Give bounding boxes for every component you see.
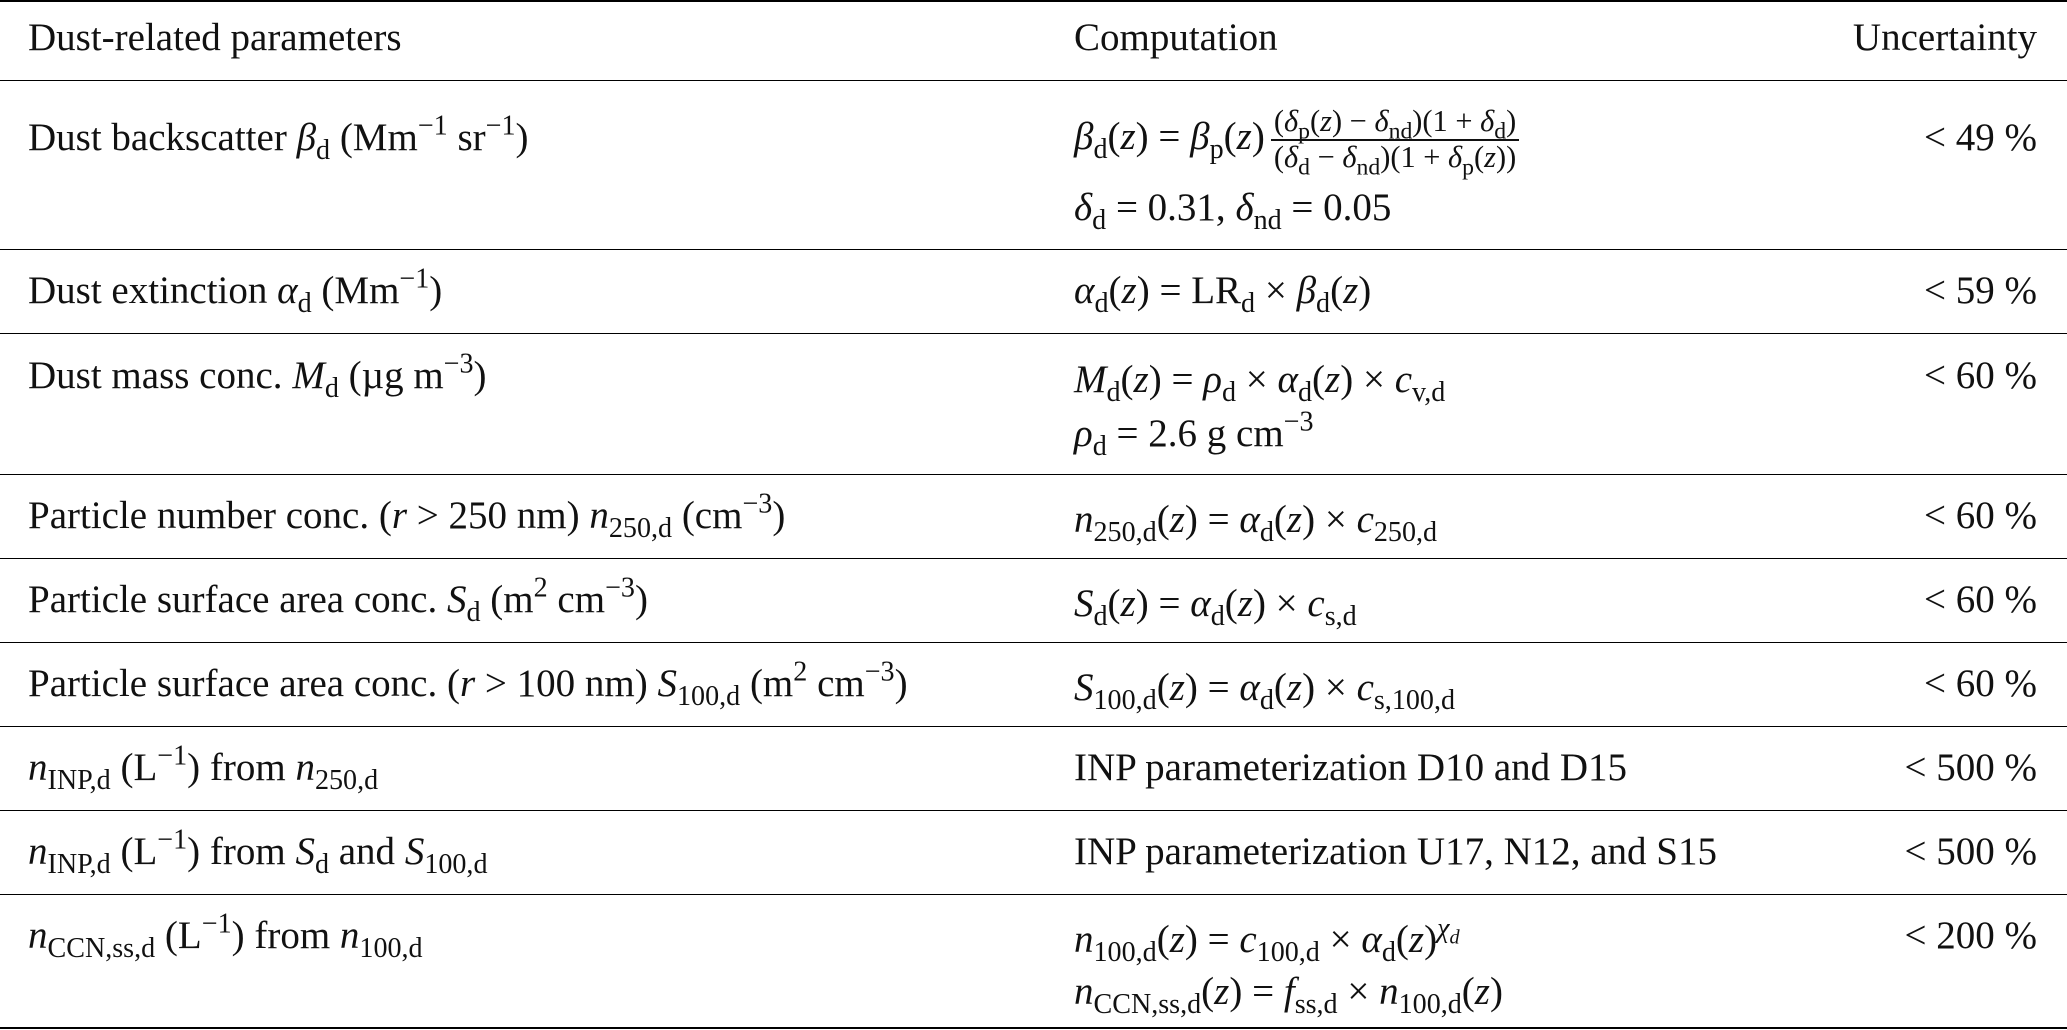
row-computation: INP parameterization D10 and D15 [1074,746,1628,789]
row-parameter: Particle surface area conc. (r > 100 nm) $S_{100,d}$ ($m^2$ $cm^{-3}$) [28,656,908,712]
row-computation-line2: $\delta_d = 0.31$, $\delta_{nd} = 0.05$ [1074,186,1392,236]
row-parameter: $n_{CCN,ss,d}$ $(L^{-1})$ from $n_{100,d}$ [28,908,423,964]
table-top-rule [0,0,2067,2]
row-computation: $S_d(z) = \alpha_d(z) \times c_{s,d}$ [1074,582,1357,632]
fraction: $\frac{(\delta_p(z) - \delta_{nd})(1 + \delta_d)}{(\delta_d - \delta_{nd})(1 + \delta_p(z))}$ [1271,106,1519,174]
row-divider [0,894,2067,895]
header-parameter: Dust-related parameters [28,16,402,59]
row-parameter: Particle surface area conc. $S_d$ ($m^2$ $cm^{-3}$) [28,572,648,628]
row-divider [0,333,2067,334]
row-uncertainty: < 60 % [1924,578,2037,621]
row-computation: $n_{100,d}(z) = c_{100,d} \times \alpha_d(z)^{\chi_d}$ [1074,912,1460,968]
row-uncertainty: < 60 % [1924,662,2037,705]
row-parameter: Dust backscatter $\beta_d$ ($Mm^{-1}$ $sr^{-1}$) [28,110,529,166]
row-computation-line2: $n_{CCN,ss,d}(z) = f_{ss,d} \times n_{100,d}(z)$ [1074,970,1503,1020]
header-uncertainty: Uncertainty [1852,16,2037,59]
row-divider [0,249,2067,250]
row-computation: $M_d(z) = \rho_d \times \alpha_d(z) \times c_{v,d}$ [1074,358,1446,408]
row-parameter: Dust extinction $\alpha_d$ $(Mm^{-1})$ [28,263,443,319]
row-computation: $S_{100,d}(z) = \alpha_d(z) \times c_{s,100,d}$ [1074,666,1455,716]
row-computation: $\beta_d(z) = \beta_p(z)$ $\frac{(\delta_p(z) - \delta_{nd})(1 + \delta_d)}{(\delta_d - \delta_{nd})(1 + \delta_p(z))}$ [1074,106,1519,174]
row-uncertainty: < 49 % [1924,116,2037,159]
row-uncertainty: < 500 % [1904,746,2037,789]
row-computation-line2: $\rho_d = 2.6$ g $cm^{-3}$ [1074,406,1314,462]
row-uncertainty: < 60 % [1924,494,2037,537]
row-parameter: Dust mass conc. $M_d$ (µg $m^{-3}$) [28,348,487,404]
table-bottom-rule [0,1027,2067,1029]
row-divider [0,558,2067,559]
row-uncertainty: < 60 % [1924,354,2037,397]
row-uncertainty: < 200 % [1904,914,2037,957]
row-parameter: $n_{INP,d}$ $(L^{-1})$ from $n_{250,d}$ [28,740,379,796]
row-computation: $\alpha_d(z) = LR_d \times \beta_d(z)$ [1074,269,1372,319]
row-divider [0,642,2067,643]
row-divider [0,810,2067,811]
row-uncertainty: < 500 % [1904,830,2037,873]
row-uncertainty: < 59 % [1924,269,2037,312]
row-parameter: $n_{INP,d}$ $(L^{-1})$ from $S_d$ and $S_{100,d}$ [28,824,488,880]
row-parameter: Particle number conc. (r > 250 nm) $n_{250,d}$ $(cm^{-3})$ [28,488,786,544]
header-computation: Computation [1074,16,1278,59]
table-header-rule [0,80,2067,81]
row-divider [0,726,2067,727]
row-computation: INP parameterization U17, N12, and S15 [1074,830,1717,873]
row-computation: $n_{250,d}(z) = \alpha_d(z) \times c_{250,d}$ [1074,498,1438,548]
row-divider [0,474,2067,475]
